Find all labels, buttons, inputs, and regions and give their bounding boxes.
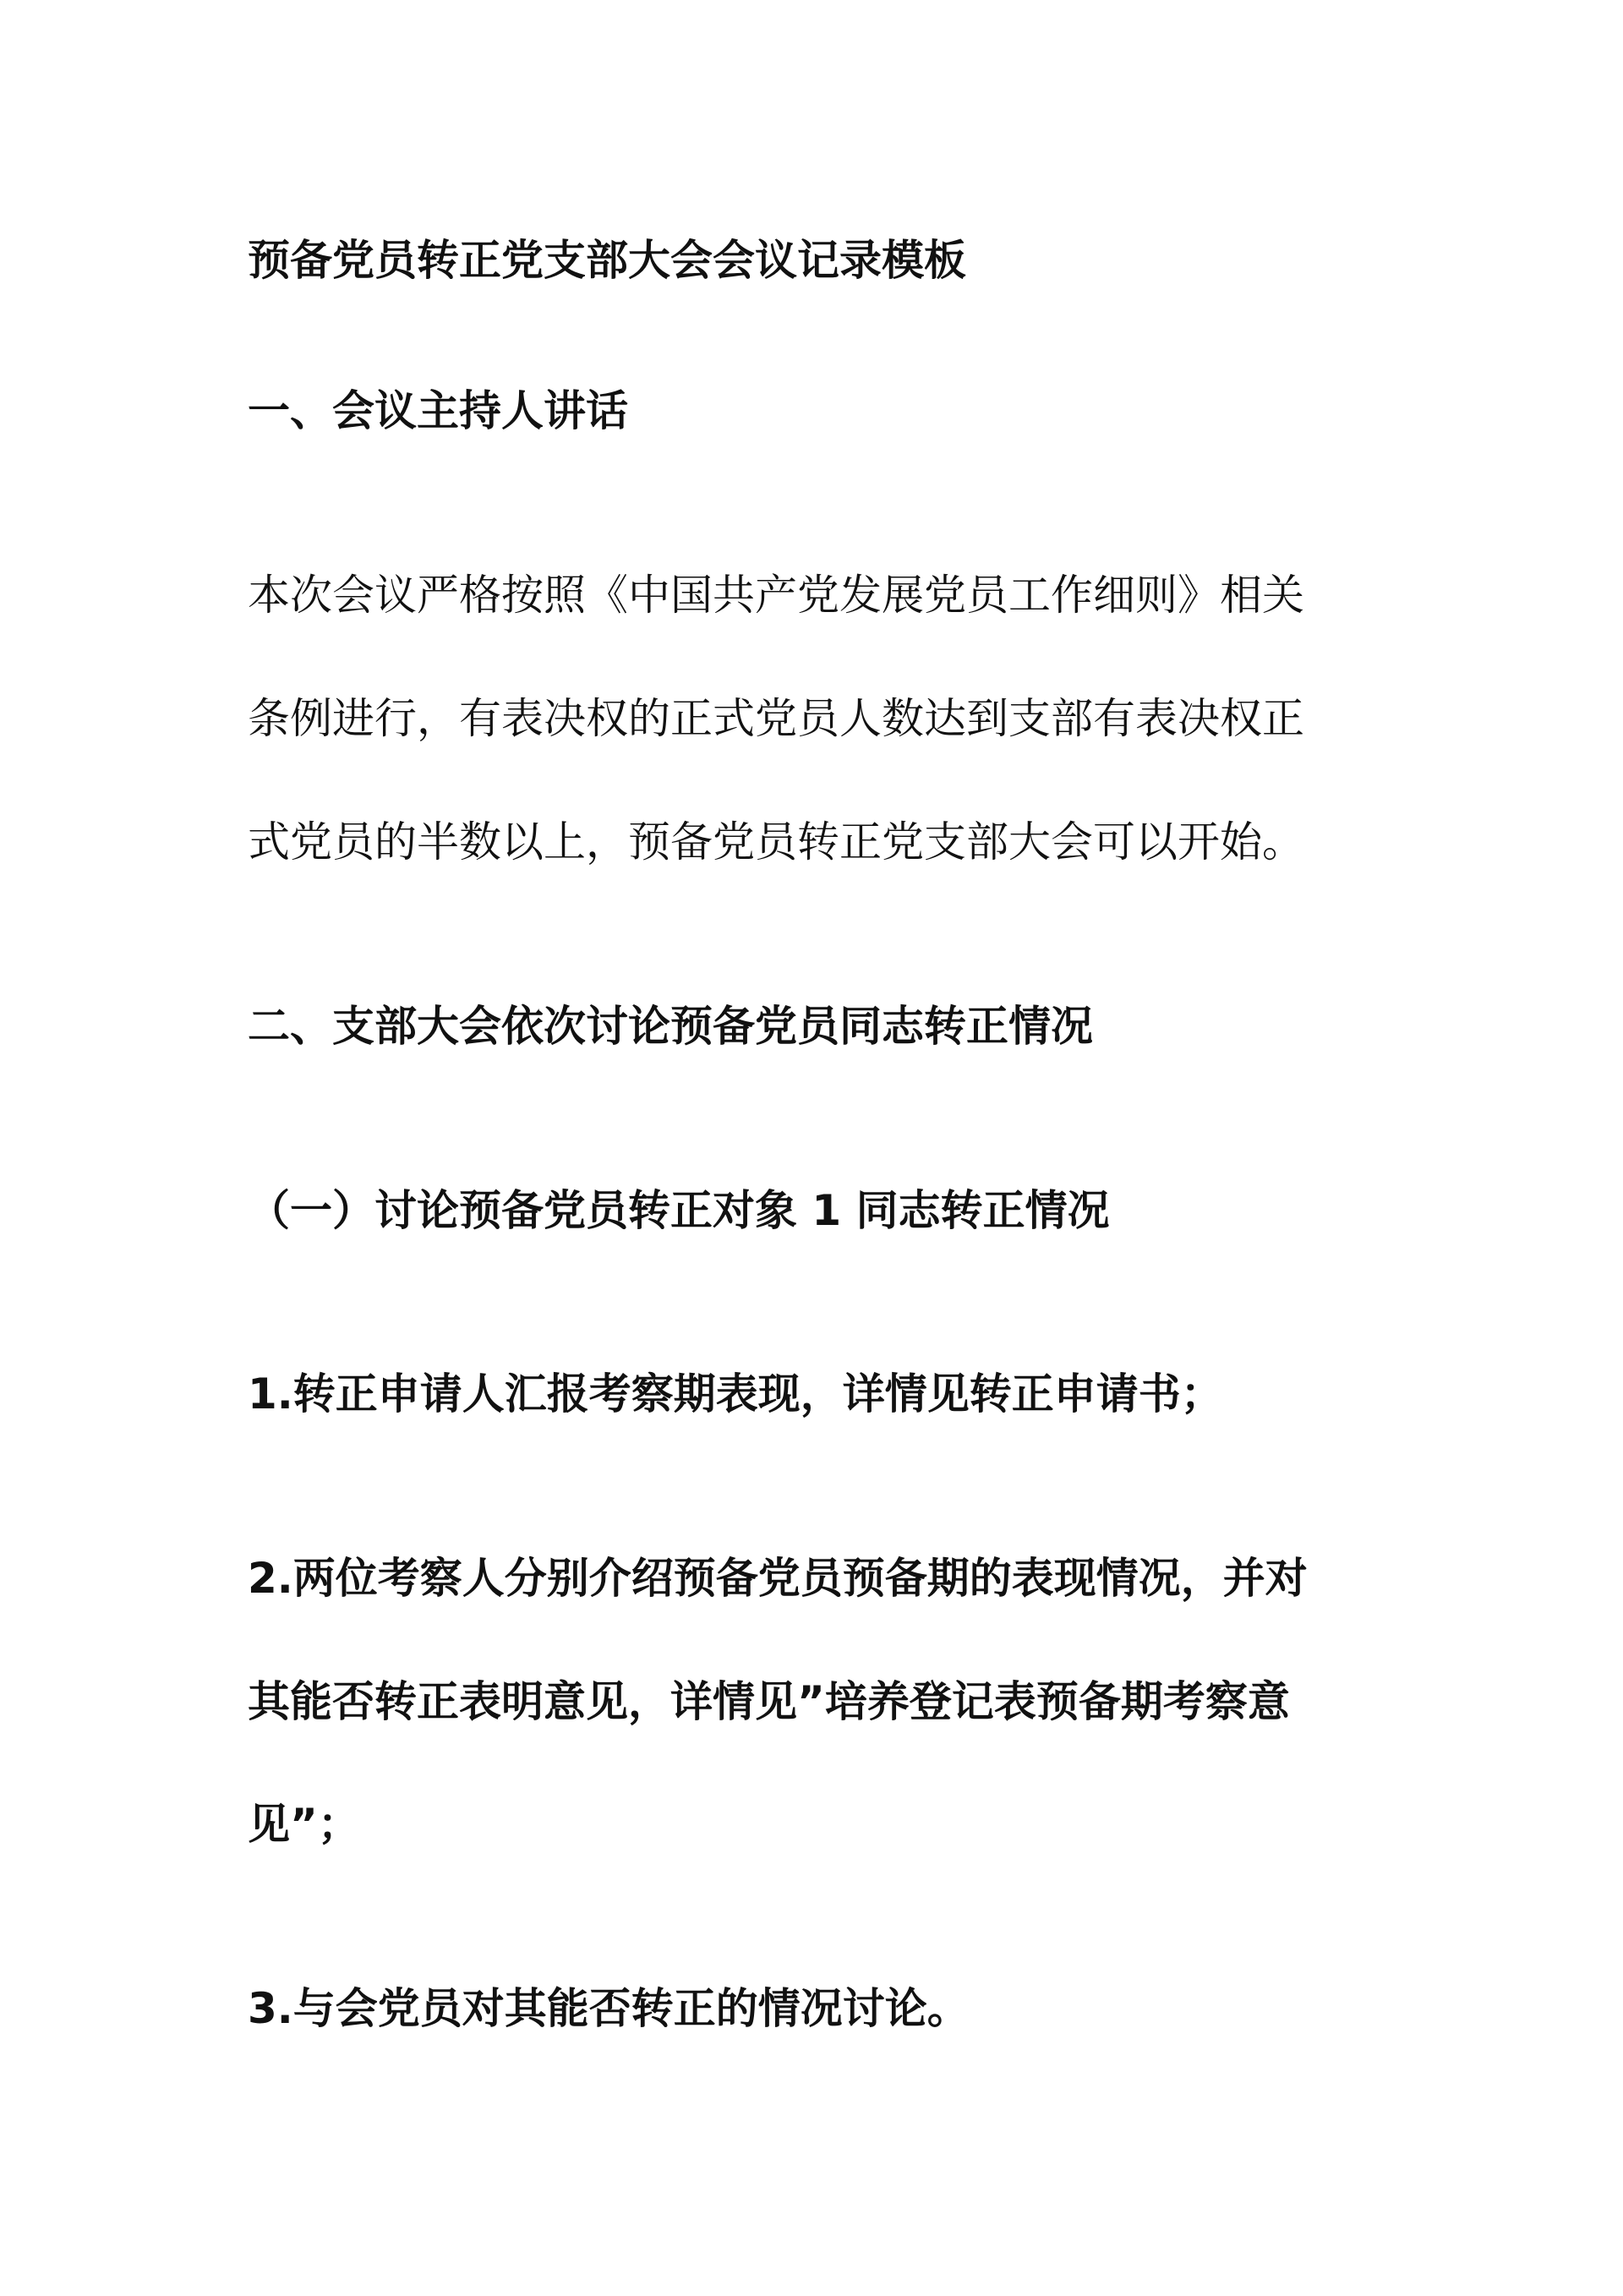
section-heading-host-speech: 一、会议主持人讲话: [248, 386, 628, 435]
list-item: 3.与会党员对其能否转正的情况讨论。: [248, 1984, 970, 2033]
document-title: 预备党员转正党支部大会会议记录模板: [248, 236, 966, 285]
paragraph-line: 条例进行，有表决权的正式党员人数达到支部有表决权正: [248, 694, 1304, 743]
paragraph-line: 本次会议严格按照《中国共产党发展党员工作细则》相关: [248, 571, 1304, 620]
section-heading-discussion: 二、支部大会依次讨论预备党员同志转正情况: [248, 1002, 1093, 1051]
list-item-line: 见”；: [248, 1800, 360, 1849]
list-item-line: 2.两位考察人分别介绍预备党员预备期的表现情况，并对: [248, 1554, 1308, 1603]
subsection-heading: （一）讨论预备党员转正对象 1 同志转正情况: [248, 1186, 1110, 1235]
list-item-line: 其能否转正表明意见，详情见”培养登记表预备期考察意: [248, 1677, 1290, 1726]
list-item: 1.转正申请人汇报考察期表现，详情见转正申请书；: [248, 1369, 1223, 1419]
paragraph-line: 式党员的半数以上，预备党员转正党支部大会可以开始。: [248, 817, 1304, 866]
